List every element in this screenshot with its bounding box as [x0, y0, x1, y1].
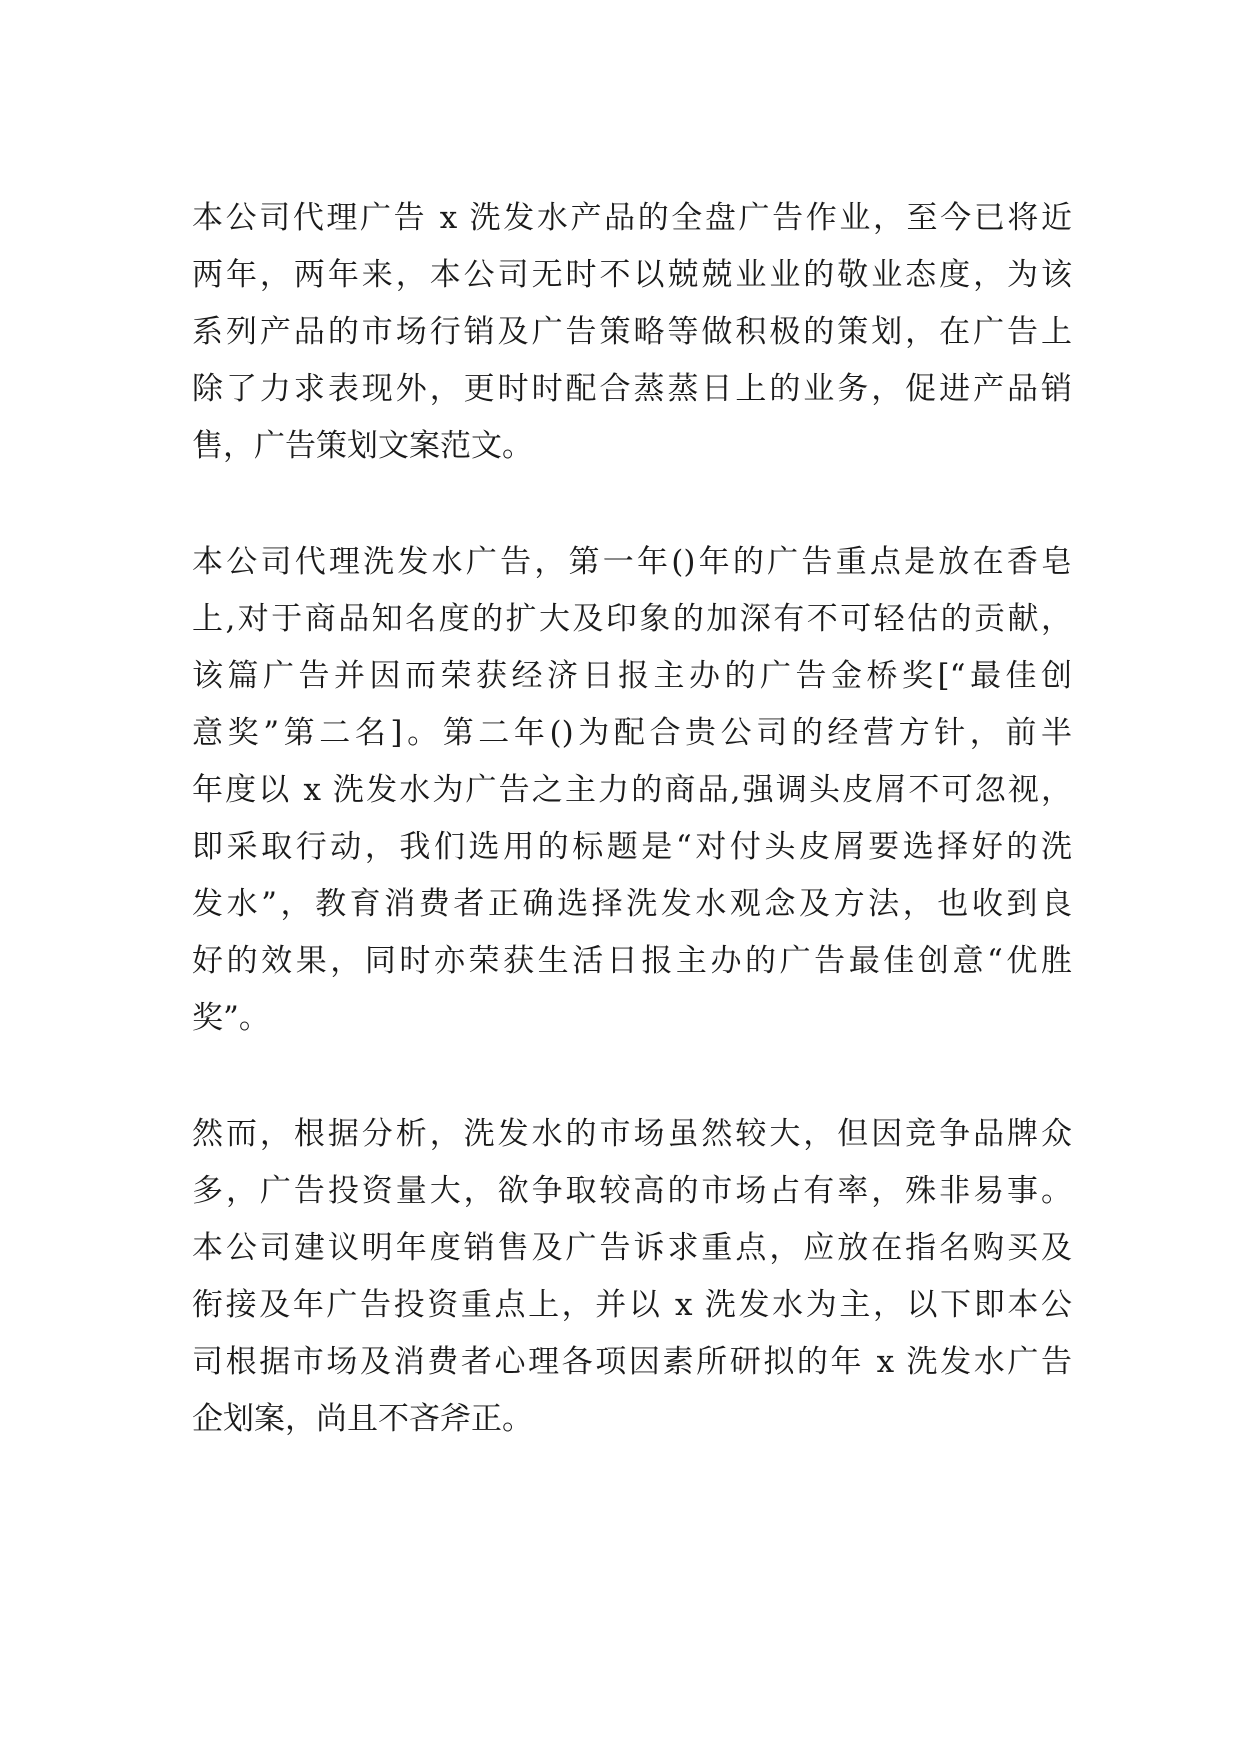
paragraph-line: 意奖”第二名]。第二年()为配合贵公司的经营方针，前半 — [192, 715, 1072, 751]
paragraph-line: 司根据市场及消费者心理各项因素所研拟的年 x 洗发水广告 — [192, 1344, 1072, 1380]
paragraph-line: 即采取行动，我们选用的标题是“对付头皮屑要选择好的洗 — [192, 829, 1072, 865]
paragraph-line: 然而，根据分析，洗发水的市场虽然较大，但因竞争品牌众 — [192, 1116, 1072, 1152]
paragraph-line: 系列产品的市场行销及广告策略等做积极的策划，在广告上 — [192, 314, 1072, 350]
paragraph-line: 衔接及年广告投资重点上，并以 x 洗发水为主，以下即本公 — [192, 1287, 1072, 1323]
paragraph-line: 上,对于商品知名度的扩大及印象的加深有不可轻估的贡献， — [192, 601, 1072, 637]
paragraph-line: 年度以 x 洗发水为广告之主力的商品,强调头皮屑不可忽视， — [192, 772, 1072, 808]
paragraph-line: 本公司代理广告 x 洗发水产品的全盘广告作业，至今已将近 — [192, 200, 1072, 236]
paragraph-line: 奖”。 — [192, 1000, 270, 1036]
paragraph-line: 两年，两年来，本公司无时不以兢兢业业的敬业态度，为该 — [192, 257, 1072, 293]
paragraph-line: 多，广告投资量大，欲争取较高的市场占有率，殊非易事。 — [192, 1173, 1072, 1209]
paragraph-line: 好的效果，同时亦荣获生活日报主办的广告最佳创意“优胜 — [192, 943, 1072, 979]
paragraph-line: 除了力求表现外，更时时配合蒸蒸日上的业务，促进产品销 — [192, 371, 1072, 407]
paragraph-line: 企划案，尚且不吝斧正。 — [192, 1401, 533, 1437]
paragraph-line: 发水”，教育消费者正确选择洗发水观念及方法，也收到良 — [192, 886, 1072, 922]
paragraph-line: 该篇广告并因而荣获经济日报主办的广告金桥奖[“最佳创 — [192, 658, 1072, 694]
paragraph-line: 本公司代理洗发水广告，第一年()年的广告重点是放在香皂 — [192, 544, 1072, 580]
paragraph-line: 售，广告策划文案范文。 — [192, 428, 533, 464]
paragraph-line: 本公司建议明年度销售及广告诉求重点，应放在指名购买及 — [192, 1230, 1072, 1266]
